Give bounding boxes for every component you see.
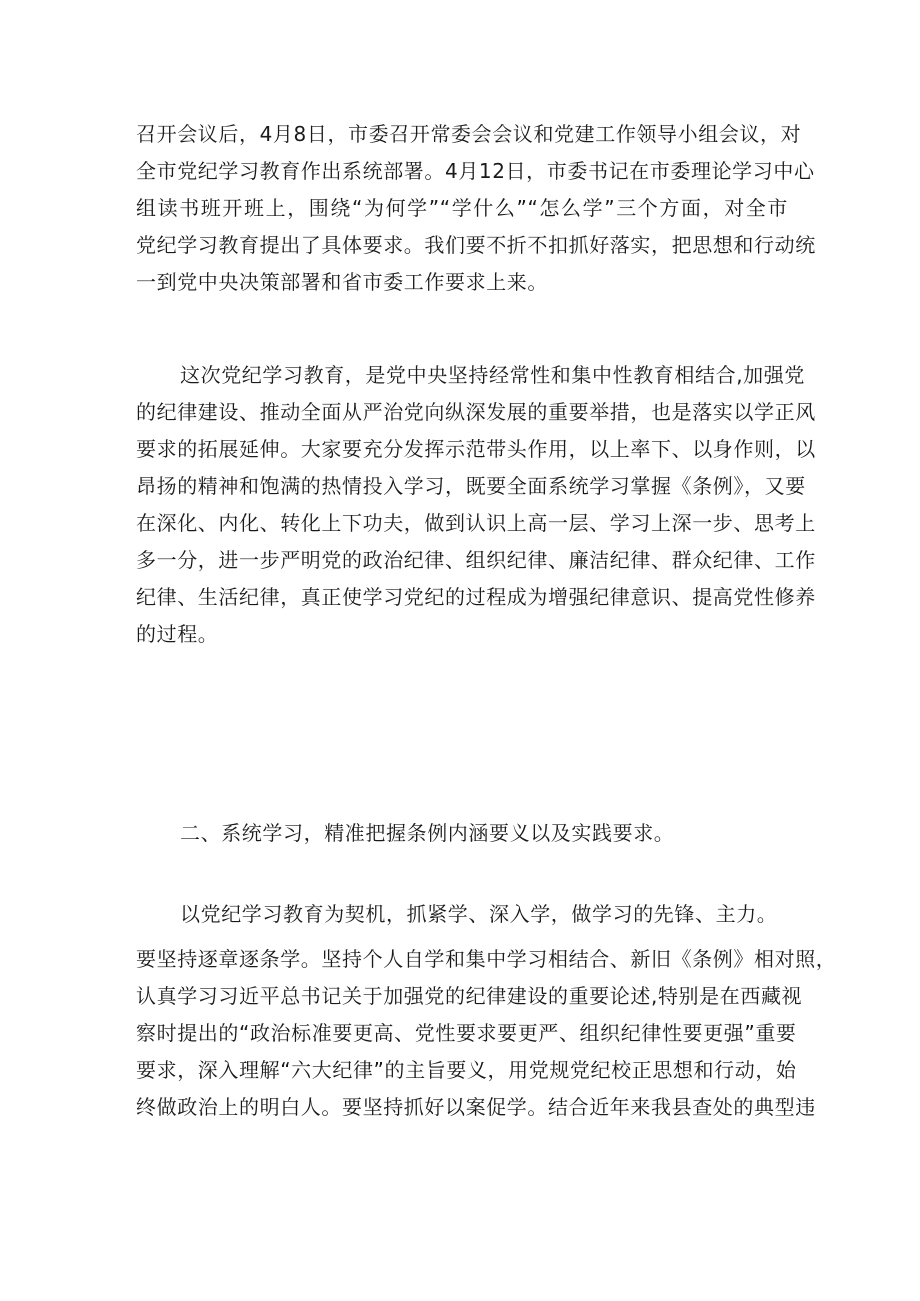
paragraph-line: 的纪律建设、推动全面从严治党向纵深发展的重要举措，也是落实以学正风 <box>136 400 816 424</box>
paragraph-line: 要求的拓展延伸。大家要充分发挥示范带头作用，以上率下、以身作则，以 <box>136 437 816 461</box>
heading-line: 二、系统学习，精准把握条例内涵要义以及实践要求。 <box>180 821 675 845</box>
paragraph-line: 组读书班开班上，围绕“为何学”“学什么”“怎么学”三个方面，对全市 <box>136 196 788 220</box>
paragraph-line: 认真学习习近平总书记关于加强党的纪律建设的重要论述,特别是在西藏视 <box>136 984 803 1008</box>
paragraph-2 <box>136 357 816 653</box>
paragraph-line: 的过程。 <box>136 622 219 646</box>
paragraph-line: 终做政治上的明白人。要坚持抓好以案促学。结合近年来我县查处的典型违 <box>136 1095 816 1119</box>
paragraph-line: 这次党纪学习教育，是党中央坚持经常性和集中性教育相结合,加强党 <box>180 363 805 387</box>
paragraph-line: 要坚持逐章逐条学。坚持个人自学和集中学习相结合、新旧《条例》相对照， <box>136 947 837 971</box>
paragraph-line: 多一分，进一步严明党的政治纪律、组织纪律、廉洁纪律、群众纪律、工作 <box>136 548 816 572</box>
paragraph-5 <box>136 941 837 1126</box>
paragraph-line: 以党纪学习教育为契机，抓紧学、深入学，做学习的先锋、主力。 <box>180 902 778 926</box>
paragraph-line: 纪律、生活纪律，真正使学习党纪的过程成为增强纪律意识、提高党性修养 <box>136 585 816 609</box>
paragraph-4 <box>136 896 788 933</box>
paragraph-line: 召开会议后，4月8日，市委召开常委会会议和党建工作领导小组会议，对 <box>136 122 802 146</box>
paragraph-line: 全市党纪学习教育作出系统部署。4月12日，市委书记在市委理论学习中心 <box>136 159 815 183</box>
paragraph-line: 要求，深入理解“六大纪律”的主旨要义，用党规党纪校正思想和行动，始 <box>136 1058 797 1082</box>
paragraph-line: 在深化、内化、转化上下功夫，做到认识上高一层、学习上深一步、思考上 <box>136 511 816 535</box>
paragraph-line: 一到党中央决策部署和省市委工作要求上来。 <box>136 270 548 294</box>
paragraph-line: 党纪学习教育提出了具体要求。我们要不折不扣抓好落实，把思想和行动统 <box>136 233 816 257</box>
section-heading <box>136 815 788 852</box>
paragraph-1 <box>136 116 816 301</box>
paragraph-line: 察时提出的“政治标准要更高、党性要求要更严、组织纪律性要更强”重要 <box>136 1021 797 1045</box>
paragraph-line: 昂扬的精神和饱满的热情投入学习，既要全面系统学习掌握《条例》，又要 <box>136 474 806 498</box>
